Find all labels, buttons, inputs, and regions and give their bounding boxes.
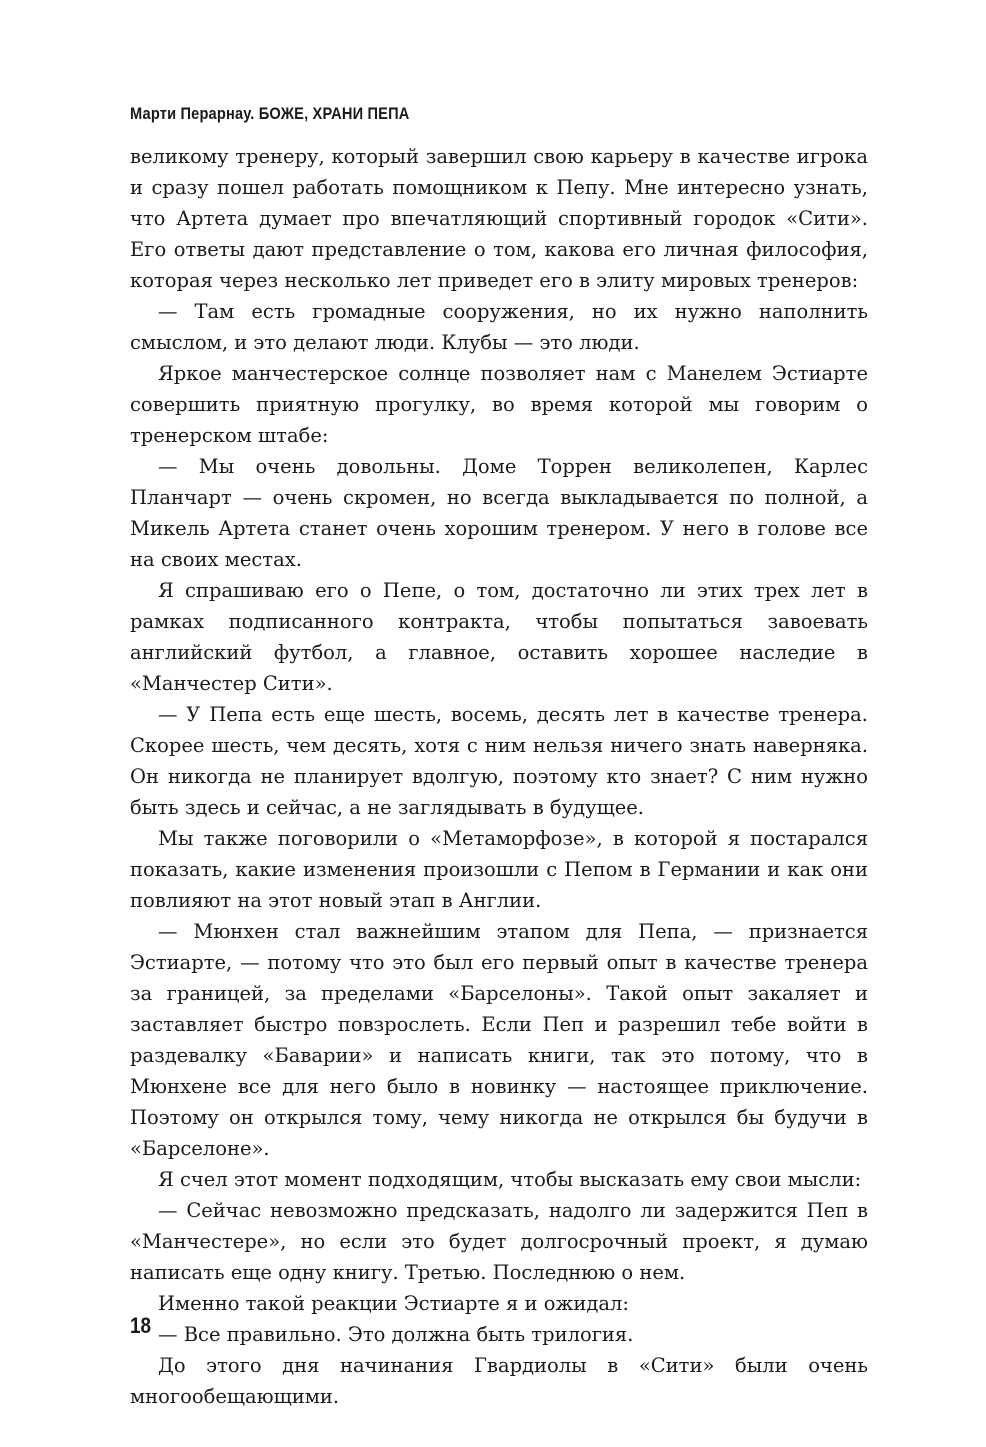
body-text [130, 141, 868, 1412]
paragraph-closing: До этого дня начинания Гвардиолы в «Сити» были очень многообещающими. [130, 1354, 868, 1408]
paragraph-reaction: Именно такой реакции Эстиарте я и ожидал: [158, 1292, 629, 1315]
paragraph-quote-years: — У Пепа есть еще шесть, восемь, десять лет в качестве тренера. Скорее шесть, чем десять, хотя с ним нельзя ничего знать наверняка. Он никогда не планирует вдолгую, поэтому кто знает? С ним нужно быть здесь и сейчас, а не заглядывать в будущее. [130, 703, 868, 819]
paragraph-quote-munich: — Мюнхен стал важнейшим этапом для Пепа, — признается Эстиарте, — потому что это был его первый опыт в качестве тренера за границей, за пределами «Барселоны». Такой опыт закаляет и заставляет быстро повзрослеть. Если Пеп и разрешил тебе войти в раздевалку «Баварии» и написать книги, так это потому, что в Мюнхене все для него было в новинку — настоящее приключение. Поэтому он открылся тому, чему никогда не открылся бы будучи в «Барселоне». [130, 920, 868, 1160]
paragraph-walk-estiarte: Яркое манчестерское солнце позволяет нам с Манелем Эстиарте совершить приятную прогулку, во время которой мы говорим о тренерском штабе: [130, 362, 868, 447]
paragraph-quote-staff: — Мы очень довольны. Доме Торрен великолепен, Карлес Планчарт — очень скромен, но всегда выкладывается по полной, а Микель Артета станет очень хорошим тренером. У него в голове все на своих местах. [130, 455, 868, 571]
paragraph-quote-trilogy: — Все правильно. Это должна быть трилогия. [158, 1323, 634, 1346]
paragraph-continued: великому тренеру, который завершил свою карьеру в качестве игрока и сразу пошел работать помощником к Пепу. Мне интересно узнать, что Артета думает про впечатляющий спортивный городок «Сити». Его ответы дают представление о том, какова его личная философия, которая через несколько лет приведет его в элиту мировых тренеров: [130, 145, 868, 292]
paragraph-quote-arteta: — Там есть громадные сооружения, но их нужно наполнить смыслом, и это делают люди. Клубы — это люди. [130, 300, 868, 354]
running-head: Марти Перарнау. БОЖЕ, ХРАНИ ПЕПА [130, 104, 410, 123]
paragraph-metamorphosis: Мы также поговорили о «Метаморфозе», в которой я постарался показать, какие изменения произошли с Пепом в Германии и как они повлияют на этот новый этап в Англии. [130, 827, 868, 912]
paragraph-thoughts: Я счел этот момент подходящим, чтобы высказать ему свои мысли: [158, 1168, 862, 1191]
paragraph-question-contract: Я спрашиваю его о Пепе, о том, достаточно ли этих трех лет в рамках подписанного контракта, чтобы попытаться завоевать английский футбол, а главное, оставить хорошее наследие в «Манчестер Сити». [130, 579, 868, 695]
paragraph-quote-book: — Сейчас невозможно предсказать, надолго ли задержится Пеп в «Манчестере», но если это будет долгосрочный проект, я думаю написать еще одну книгу. Третью. Последнюю о нем. [130, 1199, 868, 1284]
page-number: 18 [130, 1313, 152, 1338]
